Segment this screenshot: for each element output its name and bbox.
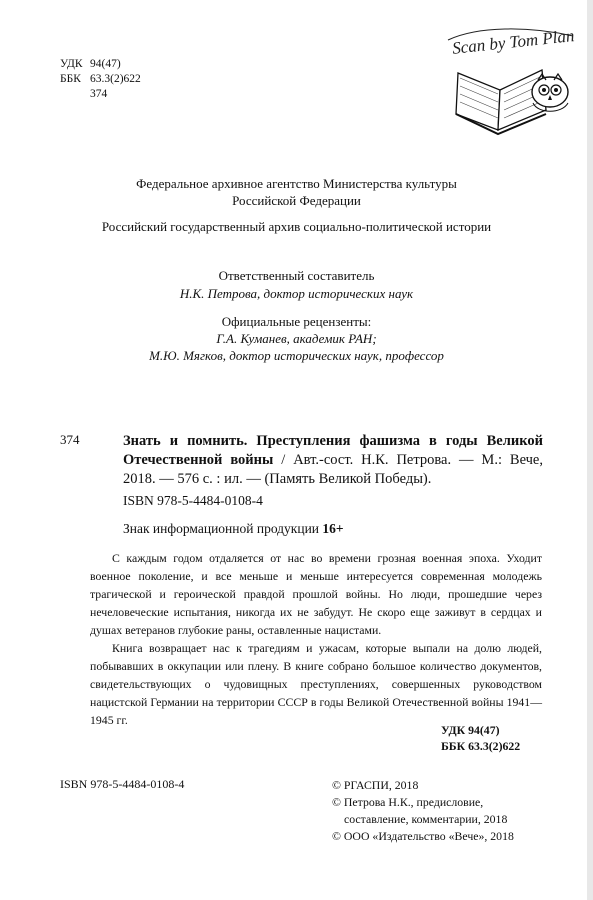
author-mark: 374: [90, 88, 108, 100]
footer-bbk: ББК 63.3(2)622: [441, 739, 521, 753]
logo-text: Scan by Tom Plan: [451, 26, 576, 58]
copyright-2: © Петрова Н.К., предисловие,: [332, 795, 484, 809]
abstract-paragraph-2: Книга возвращает нас к трагедиям и ужасам, которые выпали на долю людей, побывавших в оккупации или плену. В книге собрано большое количество документов, свидетельствующих о чудовищных преступлениях, совершенных руководством нацистской Германии на территории СССР в годы Великой Отечественной войны 1941—1945 гг.: [90, 641, 542, 727]
udk-value: 94(47): [90, 58, 121, 70]
agency-block: [0, 175, 593, 209]
copyright-4: © ООО «Издательство «Вече», 2018: [332, 829, 514, 843]
bbk-label: ББК: [60, 73, 81, 85]
book-title: Знать и помнить. Преступления фашизма в годы Великой Отечественной войны: [123, 433, 543, 468]
abstract: [90, 549, 542, 729]
archive-name: Российский государственный архив социально-политической истории: [101, 219, 492, 234]
reviewers-block: [0, 313, 593, 364]
isbn-bottom: ISBN 978-5-4484-0108-4: [60, 777, 185, 791]
footer-udk: УДК 94(47): [441, 723, 500, 737]
copyright-block: [332, 777, 514, 845]
bibliographic-record: [123, 432, 543, 489]
classification-codes: [60, 57, 141, 102]
agency-line-1: Федеральное архивное агентство Министерства культуры: [136, 176, 457, 191]
scanner-logo: [438, 18, 578, 138]
udk-label: УДК: [60, 58, 83, 70]
footer-codes: [441, 722, 520, 754]
responsible-label: Ответственный составитель: [218, 268, 375, 283]
responsible-block: [0, 267, 593, 303]
open-book-owl-icon: [438, 18, 578, 138]
info-sign-text: Знак информационной продукции: [123, 521, 323, 536]
copyright-3: составление, комментарии, 2018: [344, 812, 508, 826]
age-rating: 16+: [322, 521, 344, 536]
reviewers-label: Официальные рецензенты:: [221, 314, 372, 329]
abstract-paragraph-1: С каждым годом отдаляется от нас во времени грозная военная эпоха. Уходит военное поколение, и все меньше и меньше интересуется современная молодежь трагической и героической правдой прошлой войны. Но люди, прошедшие через нечеловеческие испытания, никогда их не забудут. Не скоро еще заживут в сердцах и душах ветеранов глубокие раны, оставленные нацистами.: [90, 551, 542, 637]
bibliography-number: 374: [60, 432, 80, 447]
responsible-name: Н.К. Петрова, доктор исторических наук: [179, 286, 414, 301]
copyright-1: © РГАСПИ, 2018: [332, 778, 419, 792]
isbn: ISBN 978-5-4484-0108-4: [123, 493, 263, 508]
bibliographic-details: / Авт.-сост. Н.К. Петрова. — М.: Вече, 2018. — 576 с. : ил. — (Память Великой Победы).: [123, 452, 543, 487]
reviewer-2: М.Ю. Мягков, доктор исторических наук, профессор: [149, 348, 444, 363]
page-edge: [587, 0, 593, 900]
reviewer-1: Г.А. Куманев, академик РАН;: [216, 331, 377, 346]
info-product-sign: [123, 521, 344, 537]
agency-line-2: Российской Федерации: [232, 193, 361, 208]
bbk-value: 63.3(2)622: [90, 73, 141, 85]
